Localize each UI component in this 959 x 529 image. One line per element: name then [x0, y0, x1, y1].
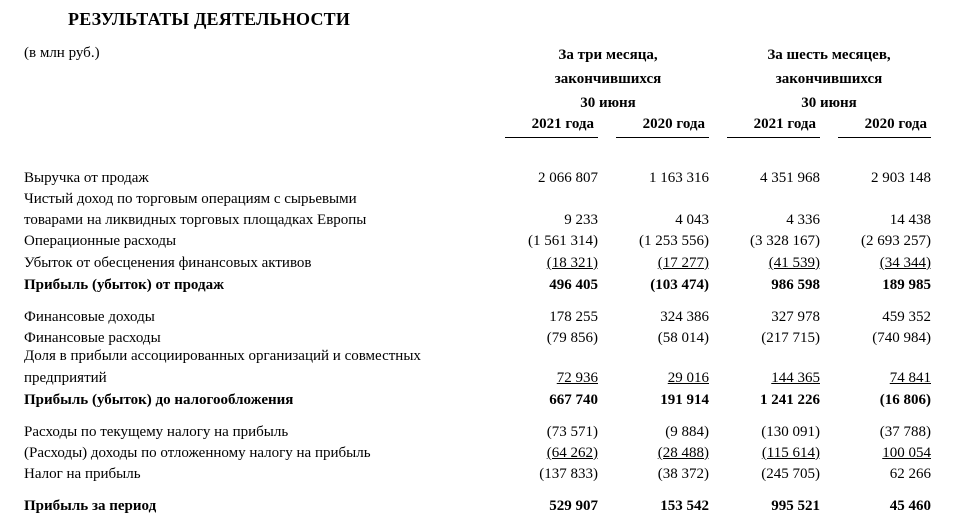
row-value-text: 2 903 148 — [871, 170, 931, 186]
row-value-text: 100 054 — [882, 445, 931, 461]
year-header-q-2021: 2021 года — [531, 116, 594, 132]
row-label: Доля в прибыли ассоциированных организаций и совместных — [24, 348, 421, 364]
row-value — [821, 445, 931, 462]
row-value-text: (37 788) — [879, 424, 931, 440]
row-value-text: (16 806) — [879, 392, 931, 408]
row-value — [488, 445, 598, 462]
period-header-line: закончившихся — [775, 71, 883, 87]
header-underline — [505, 137, 598, 138]
row-value-text: 144 365 — [771, 370, 820, 386]
row-value-text: (245 705) — [761, 466, 820, 482]
row-value — [599, 392, 709, 409]
row-value-text: 1 163 316 — [649, 170, 709, 186]
row-value-text: (34 344) — [879, 255, 931, 271]
row-value-text: (64 262) — [546, 445, 598, 461]
row-value-text: (79 856) — [546, 330, 598, 346]
row-value — [599, 170, 709, 187]
row-value-text: (137 833) — [539, 466, 598, 482]
row-label: Прибыль (убыток) от продаж — [24, 277, 224, 293]
row-value — [821, 170, 931, 187]
report-title: РЕЗУЛЬТАТЫ ДЕЯТЕЛЬНОСТИ — [68, 9, 351, 29]
row-value — [821, 212, 931, 229]
unit-note: (в млн руб.) — [24, 45, 100, 61]
year-header-q-2020: 2020 года — [642, 116, 705, 132]
row-value — [488, 277, 598, 294]
row-value — [488, 233, 598, 250]
row-value-text: (217 715) — [761, 330, 820, 346]
row-label: Прибыль за период — [24, 498, 157, 514]
row-label: Выручка от продаж — [24, 170, 149, 186]
row-value — [488, 309, 598, 326]
row-label: предприятий — [24, 370, 107, 386]
row-value-text: (130 091) — [761, 424, 820, 440]
row-value-text: 1 241 226 — [760, 392, 820, 408]
row-value-text: (1 253 556) — [639, 233, 709, 249]
row-value-text: 189 985 — [882, 277, 931, 293]
row-value — [710, 498, 820, 515]
row-value — [710, 277, 820, 294]
row-value-text: 45 460 — [889, 498, 931, 514]
row-value-text: 324 386 — [660, 309, 709, 325]
row-value-text: 4 351 968 — [760, 170, 820, 186]
row-label: Убыток от обесценения финансовых активов — [24, 255, 312, 271]
row-value — [710, 445, 820, 462]
header-underline — [838, 137, 931, 138]
row-value — [599, 309, 709, 326]
row-value — [710, 392, 820, 409]
row-value-text: 62 266 — [889, 466, 931, 482]
row-value — [488, 466, 598, 483]
row-value-text: (18 321) — [546, 255, 598, 271]
row-value — [488, 370, 598, 387]
row-value — [599, 370, 709, 387]
row-value — [599, 445, 709, 462]
row-value — [488, 170, 598, 187]
row-label: (Расходы) доходы по отложенному налогу на прибыль — [24, 445, 371, 461]
row-value-text: (58 014) — [657, 330, 709, 346]
row-value — [710, 370, 820, 387]
row-value-text: 72 936 — [556, 370, 598, 386]
period-header-line: закончившихся — [554, 71, 662, 87]
row-value — [488, 392, 598, 409]
row-value-text: 4 043 — [675, 212, 709, 228]
row-value — [710, 170, 820, 187]
row-value-text: 178 255 — [549, 309, 598, 325]
row-value-text: 14 438 — [889, 212, 931, 228]
row-value — [599, 424, 709, 441]
header-underline — [616, 137, 709, 138]
period-header-three-months — [512, 43, 704, 115]
row-value-text: (2 693 257) — [861, 233, 931, 249]
row-label: Финансовые доходы — [24, 309, 155, 325]
period-header-line: 30 июня — [580, 95, 636, 111]
row-value — [821, 255, 931, 272]
row-value-text: 496 405 — [549, 277, 598, 293]
row-value — [710, 424, 820, 441]
row-value — [821, 370, 931, 387]
row-value — [821, 277, 931, 294]
row-label: Расходы по текущему налогу на прибыль — [24, 424, 289, 440]
row-value — [599, 330, 709, 347]
row-value — [821, 466, 931, 483]
row-value-text: 995 521 — [771, 498, 820, 514]
row-value-text: (3 328 167) — [750, 233, 820, 249]
row-value — [599, 498, 709, 515]
row-value — [599, 466, 709, 483]
row-value — [488, 212, 598, 229]
row-value — [821, 233, 931, 250]
row-label: Прибыль (убыток) до налогообложения — [24, 392, 294, 408]
row-value — [710, 309, 820, 326]
row-value-text: 29 016 — [667, 370, 709, 386]
row-value-text: 191 914 — [660, 392, 709, 408]
row-value-text: (28 488) — [657, 445, 709, 461]
row-value — [821, 498, 931, 515]
row-value-text: (73 571) — [546, 424, 598, 440]
row-value — [821, 392, 931, 409]
period-header-line: За три месяца, — [558, 47, 658, 63]
row-value — [821, 330, 931, 347]
period-header-line: 30 июня — [801, 95, 857, 111]
row-value-text: 2 066 807 — [538, 170, 598, 186]
row-value-text: 153 542 — [660, 498, 709, 514]
row-value — [599, 233, 709, 250]
row-value — [710, 233, 820, 250]
row-value — [710, 255, 820, 272]
row-label: Налог на прибыль — [24, 466, 141, 482]
row-value-text: 74 841 — [889, 370, 931, 386]
row-value — [488, 330, 598, 347]
row-value-text: (17 277) — [657, 255, 709, 271]
row-value — [488, 424, 598, 441]
row-value-text: (9 884) — [665, 424, 709, 440]
row-label: Финансовые расходы — [24, 330, 161, 346]
row-label: товарами на ликвидных торговых площадках Европы — [24, 212, 367, 228]
row-label: Чистый доход по торговым операциям с сырьевыми — [24, 191, 357, 207]
period-header-six-months — [728, 43, 930, 115]
row-value-text: (38 372) — [657, 466, 709, 482]
period-header-line: За шесть месяцев, — [767, 47, 891, 63]
row-value — [599, 212, 709, 229]
row-value-text: 327 978 — [771, 309, 820, 325]
row-value — [710, 330, 820, 347]
row-label: Операционные расходы — [24, 233, 177, 249]
row-value-text: 4 336 — [786, 212, 820, 228]
header-underline — [727, 137, 820, 138]
row-value-text: 459 352 — [882, 309, 931, 325]
row-value-text: (1 561 314) — [528, 233, 598, 249]
row-value — [710, 212, 820, 229]
row-value-text: (41 539) — [768, 255, 820, 271]
row-value — [599, 255, 709, 272]
row-value-text: (103 474) — [650, 277, 709, 293]
year-header-h-2021: 2021 года — [753, 116, 816, 132]
row-value-text: 9 233 — [564, 212, 598, 228]
row-value — [488, 255, 598, 272]
row-value-text: (115 614) — [761, 445, 820, 461]
row-value-text: 986 598 — [771, 277, 820, 293]
row-value — [710, 466, 820, 483]
row-value — [599, 277, 709, 294]
row-value — [821, 424, 931, 441]
row-value — [821, 309, 931, 326]
row-value — [488, 498, 598, 515]
year-header-h-2020: 2020 года — [864, 116, 927, 132]
row-value-text: 667 740 — [549, 392, 598, 408]
row-value-text: (740 984) — [872, 330, 931, 346]
row-value-text: 529 907 — [549, 498, 598, 514]
